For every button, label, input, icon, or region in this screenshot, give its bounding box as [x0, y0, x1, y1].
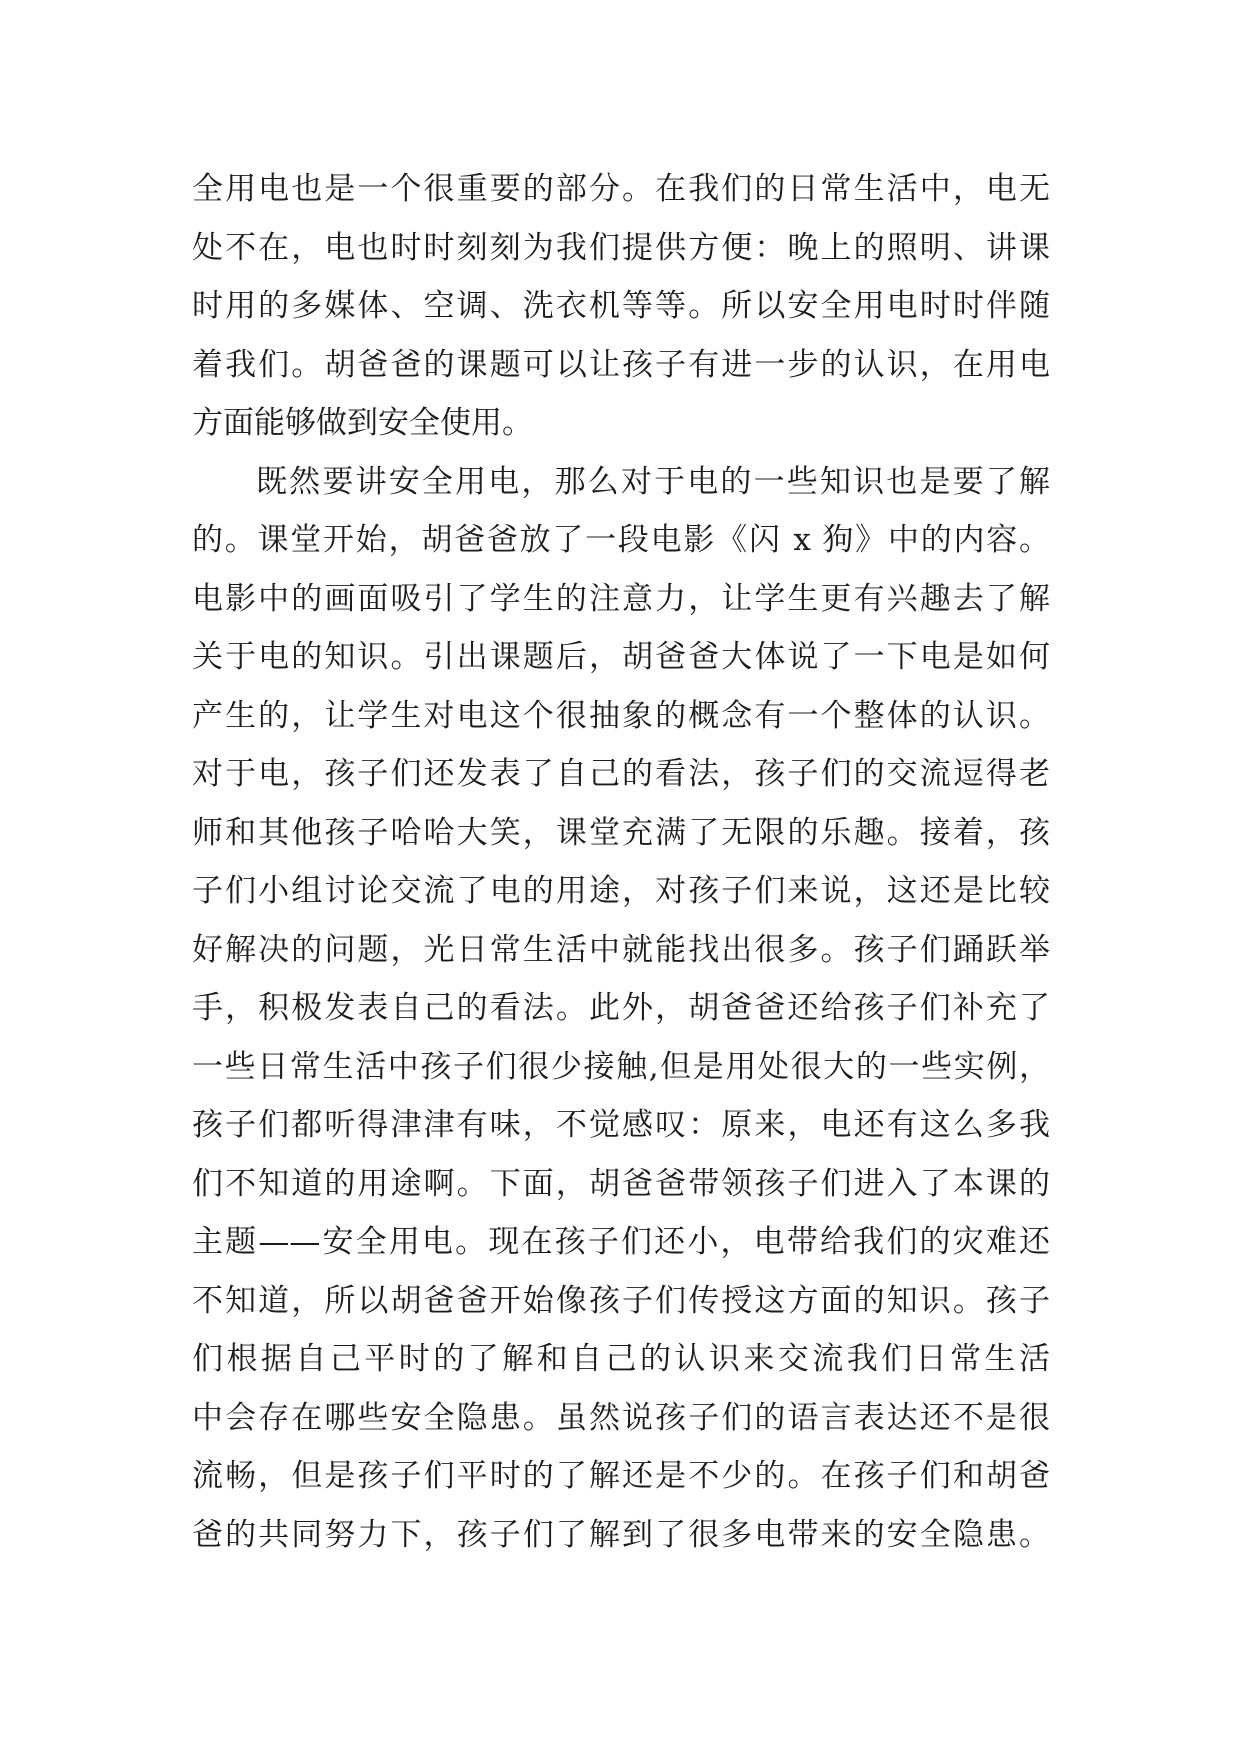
text-line: 电影中的画面吸引了学生的注意力，让学生更有兴趣去了解 [192, 580, 1050, 617]
text-line: 关于电的知识。引出课题后，胡爸爸大体说了一下电是如何 [192, 639, 1050, 675]
text-line: 师和其他孩子哈哈大笑，课堂充满了无限的乐趣。接着，孩 [192, 814, 1050, 851]
text-line: 孩子们都听得津津有味，不觉感叹：原来，电还有这么多我 [192, 1107, 1050, 1143]
text-line: 流畅，但是孩子们平时的了解还是不少的。在孩子们和胡爸 [192, 1458, 1050, 1494]
text-line: 好解决的问题，光日常生活中就能找出很多。孩子们踊跃举 [192, 931, 1050, 968]
text-line: 不知道，所以胡爸爸开始像孩子们传授这方面的知识。孩子 [192, 1282, 1050, 1319]
body-text [192, 160, 1050, 1564]
text-line: 中会存在哪些安全隐患。虽然说孩子们的语言表达还不是很 [192, 1399, 1050, 1436]
text-line: 全用电也是一个很重要的部分。在我们的日常生活中，电无 [192, 171, 1050, 207]
text-line: 们不知道的用途啊。下面，胡爸爸带领孩子们进入了本课的 [192, 1165, 1050, 1202]
text-line: 的。课堂开始，胡爸爸放了一段电影《闪 x 狗》中的内容。 [192, 522, 1050, 558]
text-line: 时用的多媒体、空调、洗衣机等等。所以安全用电时时伴随 [192, 288, 1050, 324]
text-line: 手，积极发表自己的看法。此外，胡爸爸还给孩子们补充了 [192, 990, 1050, 1026]
text-line: 们根据自己平时的了解和自己的认识来交流我们日常生活 [192, 1341, 1050, 1377]
text-line: 主题——安全用电。现在孩子们还小，电带给我们的灾难还 [192, 1224, 1050, 1260]
text-line: 对于电，孩子们还发表了自己的看法，孩子们的交流逗得老 [192, 756, 1050, 792]
text-line: 方面能够做到安全使用。 [192, 405, 533, 441]
text-line: 产生的，让学生对电这个很抽象的概念有一个整体的认识。 [192, 697, 1050, 734]
text-line: 子们小组讨论交流了电的用途，对孩子们来说，这还是比较 [192, 873, 1050, 909]
paragraph [192, 160, 1050, 453]
text-line: 爸的共同努力下，孩子们了解到了很多电带来的安全隐患。 [192, 1516, 1050, 1553]
text-line: 一些日常生活中孩子们很少接触,但是用处很大的一些实例， [192, 1048, 1050, 1085]
text-line: 处不在，电也时时刻刻为我们提供方便：晚上的照明、讲课 [192, 229, 1050, 266]
text-line: 既然要讲安全用电，那么对于电的一些知识也是要了解 [256, 463, 1050, 500]
text-line: 着我们。胡爸爸的课题可以让孩子有进一步的认识，在用电 [192, 346, 1050, 383]
paragraph [192, 453, 1050, 1565]
